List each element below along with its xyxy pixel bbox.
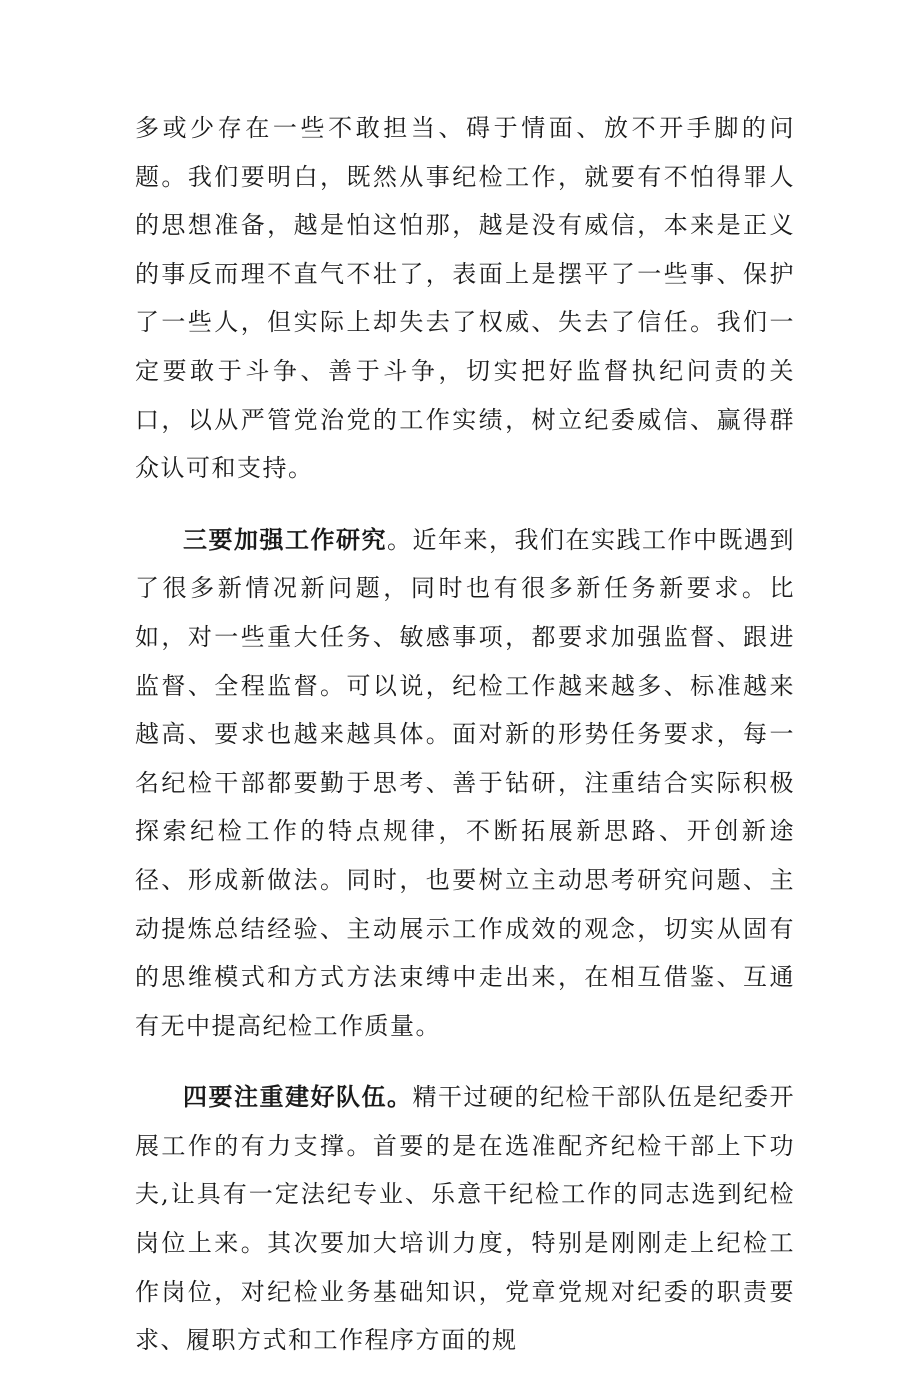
paragraph-1-text: 多或少存在一些不敢担当、碍于情面、放不开手脚的问题。我们要明白，既然从事纪检工作，就要有不怕得罪人的思想准备，越是怕这怕那，越是没有威信，本来是正义的事反而理不直气不壮了，表面上是摆平了一些事、保护了一些人，但实际上却失去了权威、失去了信任。我们一定要敢于斗争、善于斗争，切实把好监督执纪问责的关口，以从严管党治党的工作实绩，树立纪委威信、赢得群众认可和支持。 (135, 114, 795, 483)
paragraph-2 (135, 516, 795, 1051)
paragraph-1 (135, 104, 795, 493)
paragraph-3 (135, 1073, 795, 1365)
document-body (135, 104, 795, 1388)
paragraph-3-text: 精干过硬的纪检干部队伍是纪委开展工作的有力支撑。首要的是在选准配齐纪检干部上下功夫,让具有一定法纪专业、乐意干纪检工作的同志选到纪检岗位上来。其次要加大培训力度，特别是刚刚走上纪检工作岗位，对纪检业务基础知识，党章党规对纪委的职责要求、履职方式和工作程序方面的规 (135, 1083, 795, 1355)
paragraph-2-heading: 三要加强工作研究 (183, 525, 387, 554)
paragraph-3-heading: 四要注重建好队伍。 (183, 1083, 413, 1112)
paragraph-2-text: 。近年来，我们在实践工作中既遇到了很多新情况新问题，同时也有很多新任务新要求。比如，对一些重大任务、敏感事项，都要求加强监督、跟进监督、全程监督。可以说，纪检工作越来越多、标准越来越高、要求也越来越具体。面对新的形势任务要求，每一名纪检干部都要勤于思考、善于钻研，注重结合实际积极探索纪检工作的特点规律，不断拓展新思路、开创新途径、形成新做法。同时，也要树立主动思考研究问题、主动提炼总结经验、主动展示工作成效的观念，切实从固有的思维模式和方式方法束缚中走出来，在相互借鉴、互通有无中提高纪检工作质量。 (135, 525, 795, 1040)
